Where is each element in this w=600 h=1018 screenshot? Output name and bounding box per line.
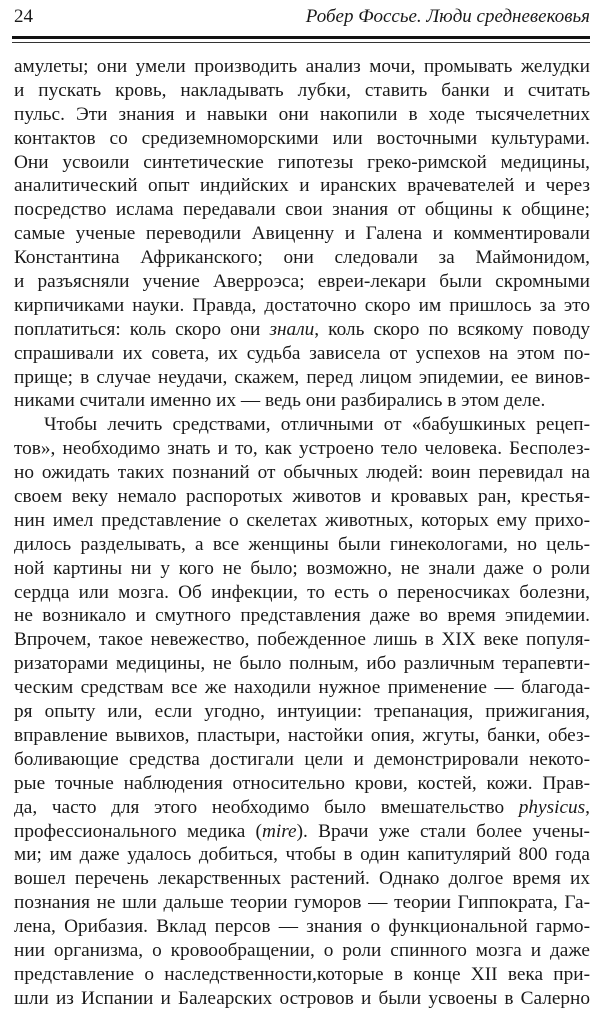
text-line [14, 366, 590, 390]
text-line [14, 891, 590, 915]
text-segment: и разъясняли учение Аверроэса; евреи-лекари были скромными [14, 271, 590, 293]
text-segment: , коль скоро по всякому поводу [314, 318, 590, 340]
text-segment: амулеты; они умели производить анализ мочи, промывать желудки [14, 56, 590, 77]
italic-text: mire [261, 820, 297, 842]
text-segment: дилось разделывать, а все женщины были гинекологами, но цель- [14, 533, 590, 555]
text-line [14, 724, 590, 748]
text-line [14, 557, 590, 581]
text-line [14, 867, 590, 891]
text-line [14, 652, 590, 676]
text-segment: нин имел представление о скелетах животных, которых ему прихо- [14, 509, 590, 531]
text-line [14, 151, 590, 175]
text-segment: контактов со средиземноморскими или восточными культурами. [14, 127, 590, 149]
text-line [14, 748, 590, 772]
text-line [14, 628, 590, 652]
paragraph [14, 55, 590, 413]
text-segment: поплатиться: коль скоро они [14, 318, 270, 340]
text-line [14, 485, 590, 509]
text-segment: да, часто для этого необходимо было вмешательство [14, 796, 519, 818]
text-segment: прище; в случае неудачи, скажем, перед лицом эпидемии, ее винов- [14, 366, 590, 388]
text-line [14, 294, 590, 318]
text-line [14, 581, 590, 605]
text-segment: , [585, 796, 590, 818]
text-segment: вправление вывихов, пластыри, настойки опия, жгуты, банки, обез- [14, 724, 590, 746]
text-segment: аналитический опыт индийских и иранских врачевателей и через [14, 175, 590, 197]
text-line [14, 915, 590, 939]
text-line [14, 533, 590, 557]
text-line [14, 676, 590, 700]
text-line [14, 342, 590, 366]
page-number: 24 [14, 6, 33, 27]
text-segment: вошел перечень лекарственных растений. Однако долгое время их [14, 868, 590, 890]
text-segment: не возникало и смутного представления даже во время эпидемии. [14, 605, 590, 627]
italic-text: знали [269, 318, 315, 340]
text-segment: своем веку немало распоротых животов и кровавых ран, крестья- [14, 486, 590, 508]
text-line [14, 461, 590, 485]
text-line [14, 437, 590, 461]
text-segment: тов», необходимо знать и то, как устроено тело человека. Бесполез- [14, 438, 590, 460]
text-segment: ной картины ни у кого не было; возможно, не знали даже о роли [14, 557, 590, 579]
body-text [14, 55, 590, 1011]
text-line [14, 820, 590, 844]
text-line [14, 796, 590, 820]
text-line [14, 222, 590, 246]
text-segment: профессионального медика ( [14, 820, 262, 842]
italic-text: physicus [518, 796, 586, 818]
text-segment: лена, Орибазия. Вклад персов — знания о функциональной гармо- [14, 916, 590, 938]
text-segment: Чтобы лечить средствами, отличными от «бабушкиных рецеп- [44, 414, 590, 436]
text-line [14, 198, 590, 222]
text-line [14, 55, 590, 79]
header-rule-thin [12, 42, 590, 43]
text-segment: ). Врачи уже стали более учены- [296, 820, 590, 842]
text-segment: нии организма, о кровообращении, о роли спинного мозга и даже [14, 939, 590, 961]
text-segment: представление о наследственности,которые в конце XII века при- [14, 963, 590, 985]
text-segment: ря опыту или, если угодно, интуиции: трепанация, прижигания, [14, 701, 590, 723]
text-segment: никами считали именно их — ведь они разбирались в этом деле. [14, 390, 546, 412]
text-segment: Они усвоили синтетические гипотезы греко-римской медицины, [14, 151, 590, 173]
text-line [14, 772, 590, 796]
text-segment: боливающие средства достигали цели и демонстрировали некото- [14, 748, 590, 770]
text-segment: и пускать кровь, накладывать лубки, ставить банки и считать [14, 79, 590, 101]
text-segment: пульс. Эти знания и навыки они накопили в ходе тысячелетних [14, 103, 590, 125]
text-segment: Впрочем, такое невежество, побежденное лишь в XIX веке популя- [14, 629, 590, 651]
text-line [14, 270, 590, 294]
text-segment: сердца или мозга. Об инфекции, то есть о переносчиках болезни, [14, 581, 590, 603]
text-line [14, 174, 590, 198]
header-rule-thick [12, 36, 590, 39]
text-line [14, 318, 590, 342]
text-line [14, 389, 590, 413]
text-line [14, 103, 590, 127]
text-line [14, 987, 590, 1011]
text-line [14, 604, 590, 628]
text-segment: самые ученые переводили Авиценну и Галена и комментировали [14, 223, 590, 245]
text-line [14, 509, 590, 533]
text-segment: рые точные наблюдения относительно крови, костей, кожи. Прав- [14, 772, 590, 794]
text-line [14, 79, 590, 103]
paragraph [14, 413, 590, 1010]
text-segment: ми; им даже удалось добиться, чтобы в один капитулярий 800 года [14, 844, 590, 866]
text-segment: ческим средствам все же находили нужное применение — благода- [14, 677, 590, 699]
text-segment: посредство ислама передавали свои знания от общины к общине; [14, 199, 590, 221]
text-segment: кирпичиками науки. Правда, достаточно скоро им пришлось за это [14, 294, 590, 316]
text-segment: познания не шли дальше теории гуморов — теории Гиппократа, Га- [14, 892, 590, 914]
text-line [14, 963, 590, 987]
text-line [14, 939, 590, 963]
text-segment: Константина Африканского; они следовали за Маймонидом, [14, 247, 590, 269]
text-line [14, 843, 590, 867]
text-line [14, 127, 590, 151]
text-segment: шли из Испании и Балеарских островов и были усвоены в Салерно [14, 987, 590, 1009]
running-title: Робер Фоссье. Люди средневековья [305, 6, 590, 27]
text-segment: но ожидать таких познаний от обычных людей: воин перевидал на [14, 462, 590, 484]
text-segment: спрашивали их совета, их судьба зависела от успехов на этом по- [14, 342, 590, 364]
text-line [14, 413, 590, 437]
text-line [14, 700, 590, 724]
text-segment: ризаторами медицины, не было полным, ибо различным терапевти- [14, 653, 590, 675]
running-header [14, 2, 590, 32]
text-line [14, 246, 590, 270]
